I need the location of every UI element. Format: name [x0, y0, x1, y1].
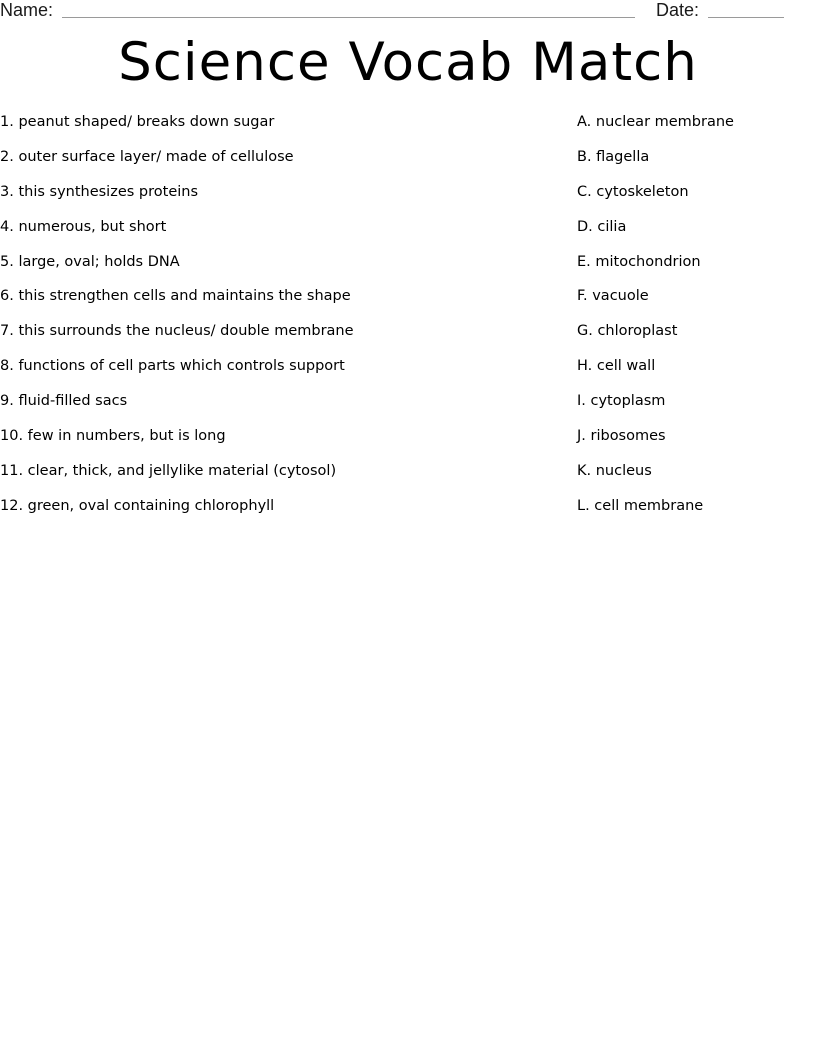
clue-item: 1. peanut shaped/ breaks down sugar — [0, 114, 275, 130]
clue-list — [0, 108, 560, 527]
answer-item: F. vacuole — [577, 288, 649, 305]
clue-item: 3. this synthesizes proteins — [0, 183, 199, 200]
answer-item: D. cilia — [577, 218, 627, 235]
answer-item: H. cell wall — [577, 358, 656, 375]
clue-item: 10. few in numbers, but is long — [0, 428, 226, 445]
clue-item: 7. this surrounds the nucleus/ double membrane — [0, 323, 354, 340]
answer-item: C. cytoskeleton — [577, 183, 689, 200]
answer-item: G. chloroplast — [577, 323, 678, 340]
clue-item: 4. numerous, but short — [0, 218, 167, 235]
date-label: Date: — [656, 0, 700, 20]
clue-item: 2. outer surface layer/ made of cellulose — [0, 148, 294, 165]
clue-item: 11. clear, thick, and jellylike material (cytosol) — [0, 462, 337, 479]
answer-item: I. cytoplasm — [577, 393, 666, 410]
answer-item: J. ribosomes — [577, 428, 666, 445]
clue-item: 9. fluid-filled sacs — [0, 393, 128, 410]
name-label: Name: — [0, 0, 54, 20]
name-field-line[interactable] — [62, 17, 635, 18]
answer-item: B. flagella — [577, 148, 650, 165]
answer-item: L. cell membrane — [577, 497, 704, 514]
clue-item: 12. green, oval containing chlorophyll — [0, 497, 275, 514]
answer-item: K. nucleus — [577, 462, 652, 479]
clue-item: 5. large, oval; holds DNA — [0, 253, 180, 270]
answer-list — [577, 108, 807, 527]
page-title: Science Vocab Match — [118, 32, 698, 93]
date-field-line[interactable] — [708, 17, 784, 18]
worksheet-header — [0, 0, 816, 22]
answer-item: A. nuclear membrane — [577, 114, 734, 130]
answer-item: E. mitochondrion — [577, 253, 701, 270]
clue-item: 6. this strengthen cells and maintains the shape — [0, 288, 351, 305]
clue-item: 8. functions of cell parts which controls support — [0, 358, 345, 375]
